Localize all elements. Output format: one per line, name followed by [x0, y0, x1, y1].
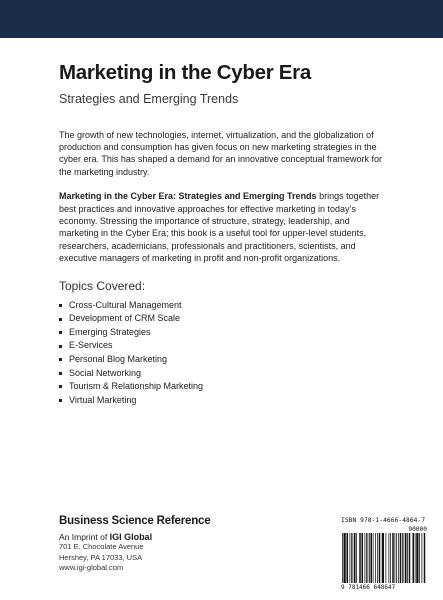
description-paragraph-2-text: brings together best practices and innovative approaches for effective marketing in today’s economy. Stressing the importance of structure, strategy, leadership, and marketing in the Cyber Era; this book is a useful tool for upper-level students, researchers, academicians, professionals and practitioners, scientists, and executive managers of marketing in profit and non-profit organizations. [59, 191, 380, 264]
topic-label: Social Networking [69, 367, 142, 378]
list-item [59, 367, 389, 381]
imprint-prefix: An Imprint of [59, 532, 110, 542]
bullet-icon [59, 399, 62, 402]
publisher-website: www.igi-global.com [59, 563, 124, 572]
book-title: Marketing in the Cyber Era [59, 61, 311, 84]
publisher-block [59, 515, 279, 574]
topic-label: Development of CRM Scale [69, 313, 181, 324]
description-paragraph-1: The growth of new technologies, internet, virtualization, and the globalization of production and consumption has given focus on new marketing strategies in the cyber era. This has shaped a demand for an innovative conceptual framework for the marketing industry. [59, 129, 383, 177]
book-title-inline: Marketing in the Cyber Era: Strategies and Emerging Trends [59, 191, 317, 202]
list-item [59, 299, 389, 313]
bullet-icon [59, 358, 62, 361]
topics-heading: Topics Covered: [59, 278, 146, 293]
bullet-icon [59, 304, 62, 307]
bullet-icon [59, 318, 62, 321]
topic-label: Personal Blog Marketing [69, 353, 168, 364]
list-item [59, 353, 389, 367]
bullet-icon [59, 385, 62, 388]
list-item [59, 380, 389, 394]
top-color-bar [0, 0, 443, 38]
price-code: 90000 [408, 526, 427, 533]
list-item [59, 394, 389, 408]
book-subtitle: Strategies and Emerging Trends [59, 91, 239, 106]
topic-label: Cross-Cultural Management [69, 299, 182, 310]
topics-list [59, 299, 389, 408]
barcode-bars-icon [341, 533, 427, 583]
topic-label: Tourism & Relationship Marketing [69, 381, 204, 392]
topic-label: Virtual Marketing [69, 394, 137, 405]
list-item [59, 339, 389, 353]
topic-label: E-Services [69, 340, 113, 351]
bullet-icon [59, 345, 62, 348]
description-paragraph-2 [59, 190, 389, 264]
list-item [59, 326, 389, 340]
isbn-label: ISBN 978-1-4666-4864-7 [341, 517, 426, 524]
address-line-1: 701 E. Chocolate Avenue [59, 542, 144, 551]
bullet-icon [59, 372, 62, 375]
list-item [59, 312, 389, 326]
publisher-name: IGI Global [109, 532, 153, 542]
isbn-barcode [339, 517, 429, 593]
bullet-icon [59, 331, 62, 334]
imprint-line [59, 532, 279, 542]
topic-label: Emerging Strategies [69, 326, 151, 337]
address-line-2: Hershey, PA 17033, USA [59, 552, 143, 562]
series-name: Business Science Reference [59, 515, 211, 527]
back-cover-content [59, 38, 389, 407]
barcode-digits: 9 781466 648647 [341, 584, 396, 591]
